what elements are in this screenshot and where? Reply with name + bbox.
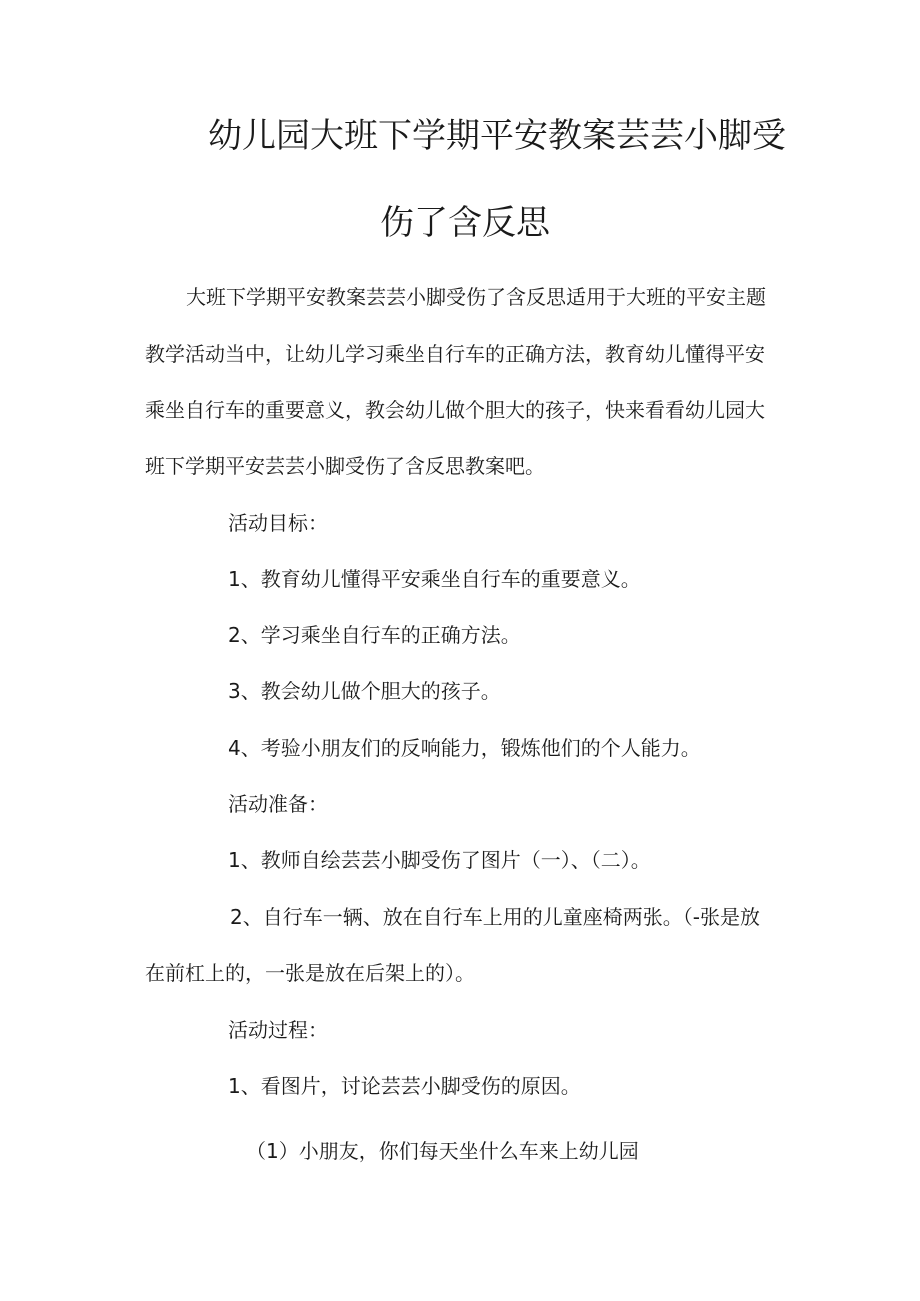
process-step-1-question-1: （1）小朋友，你们每天坐什么车来上幼儿园 [246,1139,639,1163]
preparation-item-2-line-2: 在前杠上的，一张是放在后架上的）。 [145,961,475,985]
preparation-item-1: 1、教师自绘芸芸小脚受伤了图片（一）、（二）。 [228,848,651,872]
goal-item-4: 4、考验小朋友们的反响能力，锻炼他们的个人能力。 [228,736,701,760]
goal-item-1: 1、教育幼儿懂得平安乘坐自行车的重要意义。 [228,567,641,591]
intro-paragraph-line-4: 班下学期平安芸芸小脚受伤了含反思教案吧。 [145,454,545,478]
preparation-item-2-line-1: 2、自行车一辆、放在自行车上用的儿童座椅两张。（-张是放 [230,905,760,929]
intro-paragraph-line-1: 大班下学期平安教案芸芸小脚受伤了含反思适用于大班的平安主题 [186,285,766,309]
goals-heading: 活动目标： [228,511,328,535]
goal-item-3: 3、教会幼儿做个胆大的孩子。 [228,679,501,703]
goal-item-2: 2、学习乘坐自行车的正确方法。 [228,623,521,647]
preparation-heading: 活动准备： [228,792,328,816]
intro-paragraph-line-3: 乘坐自行车的重要意义，教会幼儿做个胆大的孩子，快来看看幼儿园大 [145,398,765,422]
process-step-1: 1、看图片，讨论芸芸小脚受伤的原因。 [228,1074,581,1098]
document-title-line-1: 幼儿园大班下学期平安教案芸芸小脚受 [208,116,786,156]
document-title-line-2: 伤了含反思 [380,203,550,243]
process-heading: 活动过程： [228,1018,328,1042]
intro-paragraph-line-2: 教学活动当中，让幼儿学习乘坐自行车的正确方法，教育幼儿懂得平安 [145,342,765,366]
